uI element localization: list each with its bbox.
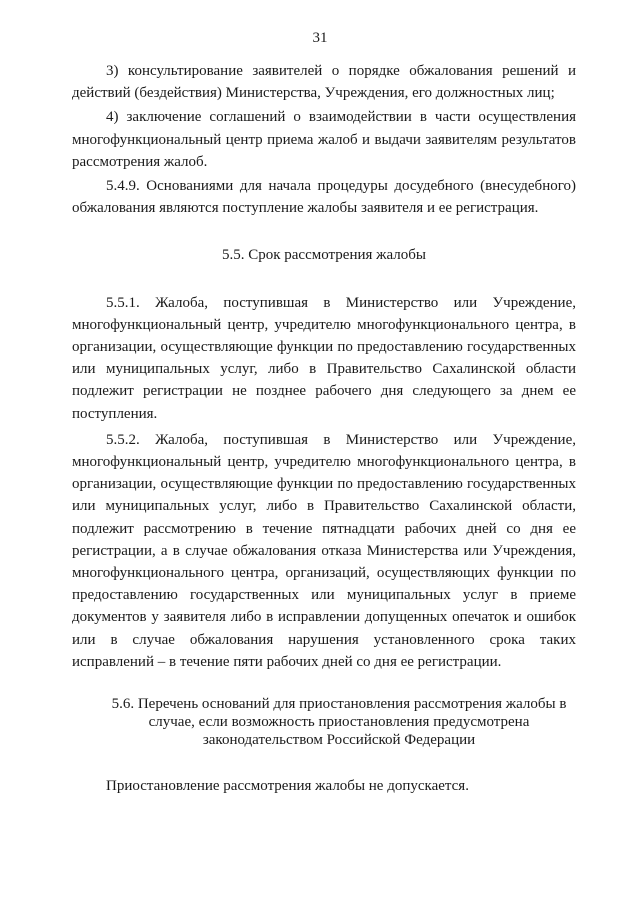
paragraph-5-5-1: 5.5.1. Жалоба, поступившая в Министерство или Учреждение, многофункциональный центр, учредителю многофункционального центра, в организации, осуществляющие функции по предоставлению государственных или муниципальных услуг, либо в Правительство Сахалинской области подлежит регистрации не позднее рабочего дня следующего за днем ее поступления. (72, 294, 576, 422)
section-heading-5-6-line-3: законодательством Российской Федерации (202, 732, 476, 749)
paragraph-5-5-2: 5.5.2. Жалоба, поступившая в Министерство или Учреждение, многофункциональный центр, учредителю многофункционального центра, в организации, осуществляющие функции по предоставлению государственных или муниципальных услуг, либо в Правительство Сахалинской области, подлежит рассмотрению в течение пятнадцати рабочих дней со дня ее регистрации, а в случае обжалования отказа Министерства или Учреждения, многофункционального центра, организаций, осуществляющих функции по предоставлению государственных или муниципальных услуг в приеме документов у заявителя либо в исправлении допущенных опечаток и ошибок или в случае обжалования нарушения установленного срока таких исправлений – в течение пяти рабочих дней со дня ее регистрации. (72, 431, 576, 670)
document-body (72, 60, 576, 797)
list-item-4: 4) заключение соглашений о взаимодействии в части осуществления многофункциональный центр приема жалоб и выдачи заявителям результатов рассмотрения жалоб. (72, 109, 576, 170)
list-item-3: 3) консультирование заявителей о порядке обжалования решений и действий (бездействия) Министерства, Учреждения, его должностных лиц; (72, 63, 576, 102)
paragraph-5-4-9: 5.4.9. Основаниями для начала процедуры досудебного (внесудебного) обжалования являются поступление жалобы заявителя и ее регистрация. (72, 178, 576, 217)
section-heading-5-6-line-2: случае, если возможность приостановления предусмотрена (148, 714, 530, 731)
section-heading-5-6 (72, 695, 576, 749)
section-heading-5-6-line-1: 5.6. Перечень оснований для приостановления рассмотрения жалобы в (111, 696, 567, 713)
paragraph-final: Приостановление рассмотрения жалобы не допускается. (106, 778, 469, 795)
section-heading-5-5: 5.5. Срок рассмотрения жалобы (221, 247, 426, 264)
page-number: 31 (312, 30, 328, 46)
